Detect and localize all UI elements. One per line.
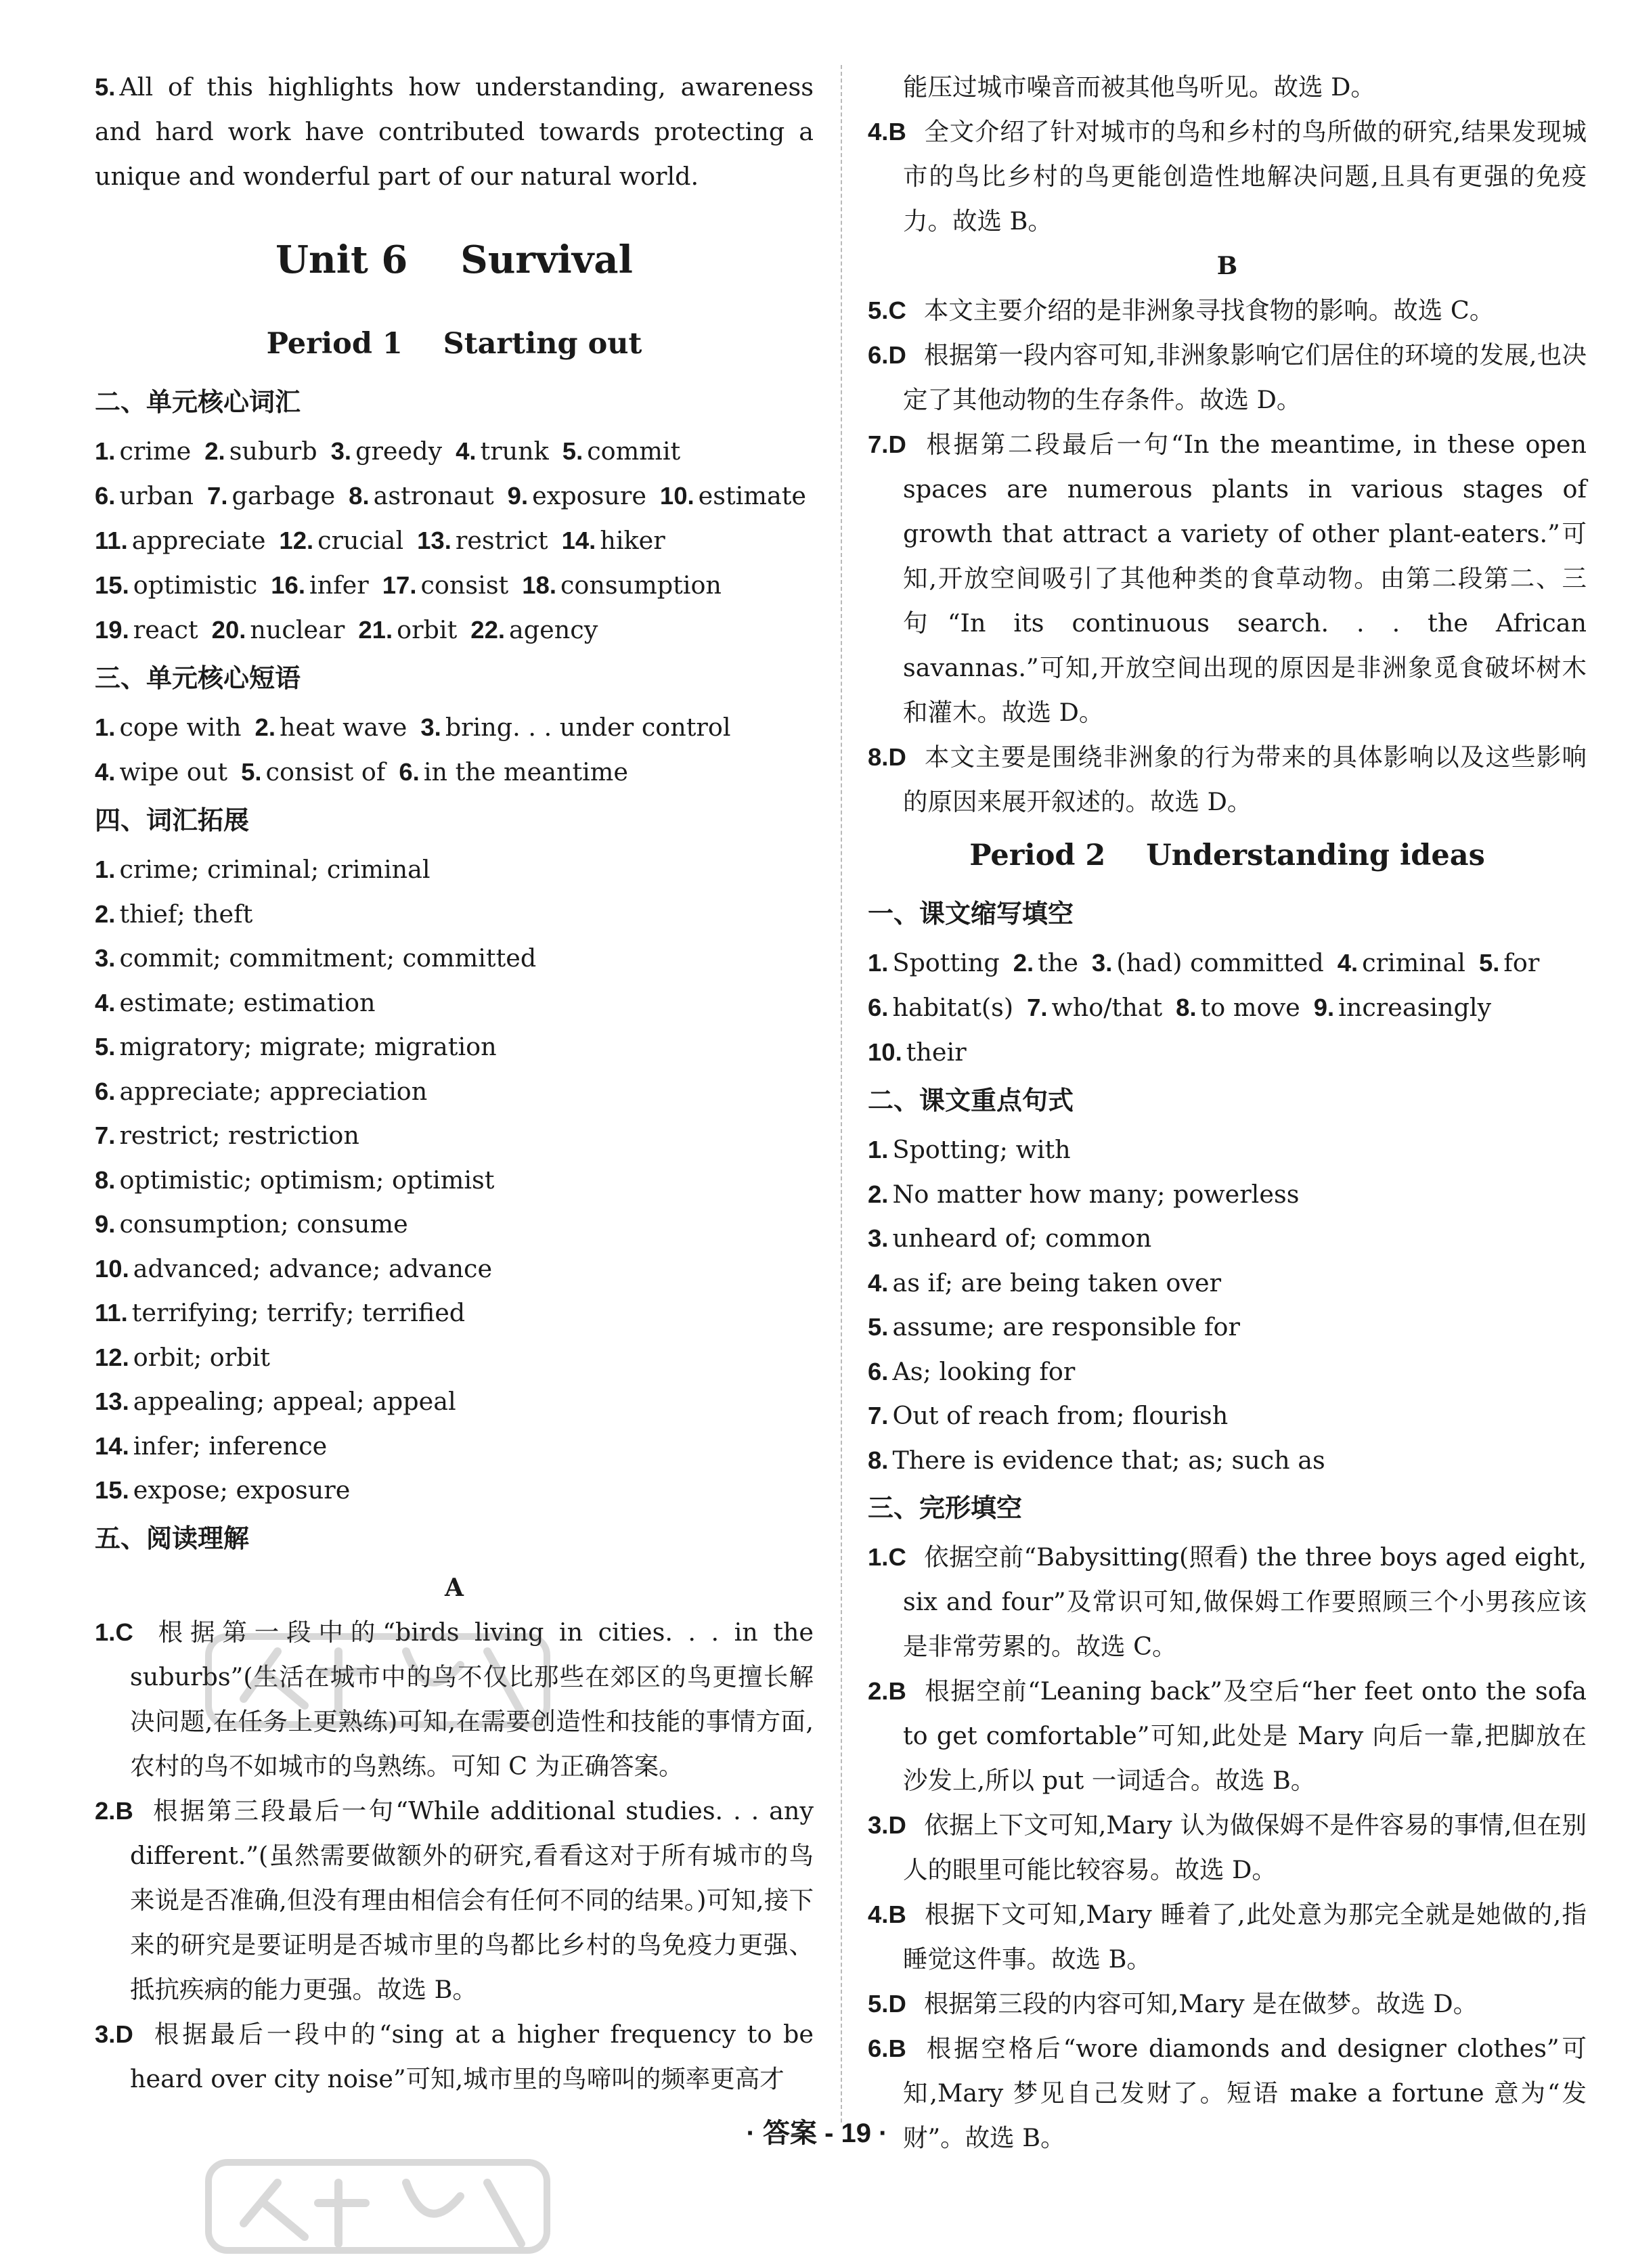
word-item: 10. estimate	[659, 481, 806, 510]
watermark-stamp-icon	[203, 1624, 555, 1739]
word-row	[95, 474, 814, 518]
period-2-title: Period 2 Understanding ideas	[969, 839, 1485, 872]
word-item: 6. in the meantime	[399, 757, 629, 786]
vocab-heading: 二、单元核心词汇	[95, 388, 301, 417]
list-item: 7. Out of reach from; flourish	[868, 1401, 1229, 1430]
word-item: 2. the	[1013, 948, 1078, 977]
reading-a-answers-cont	[868, 110, 1587, 244]
continued-text: 能压过城市噪音而被其他鸟听见。故选 D。	[903, 72, 1375, 102]
word-row	[95, 750, 814, 795]
list-item: 7. restrict; restriction	[95, 1121, 359, 1150]
reading-heading: 五、阅读理解	[95, 1524, 250, 1553]
sentences-heading: 二、课文重点句式	[868, 1087, 1074, 1115]
reading-section-b: B	[1216, 252, 1238, 280]
word-item: 18. consumption	[522, 571, 722, 600]
word-item: 10. their	[868, 1038, 967, 1067]
word-item: 19. react	[95, 615, 198, 644]
word-item: 6. urban	[95, 481, 194, 510]
summary-list	[868, 941, 1587, 1075]
word-item: 21. orbit	[358, 615, 458, 644]
word-item: 5. commit	[562, 437, 681, 466]
word-row	[95, 608, 814, 652]
word-row	[95, 563, 814, 608]
word-item: 8. astronaut	[349, 481, 494, 510]
word-row	[868, 985, 1587, 1030]
word-item: 8. to move	[1176, 993, 1300, 1022]
page-number: · 答案 - 19 ·	[746, 2118, 888, 2148]
list-item: 15. expose; exposure	[95, 1475, 351, 1505]
answer-item: 4.B 根据下文可知,Mary 睡着了,此处意为那完全就是她做的,指睡觉这件事。故选 B。	[868, 1900, 1587, 1974]
word-item: 16. infer	[271, 571, 369, 600]
word-item: 1. cope with	[95, 713, 242, 742]
summary-heading: 一、课文缩写填空	[868, 900, 1074, 929]
answer-item: 3.D 根据最后一段中的“sing at a higher frequency to be heard over city noise”可知,城市里的鸟啼叫的频率更高才	[95, 2019, 814, 2093]
word-item: 9. exposure	[507, 481, 646, 510]
word-item: 2. heat wave	[255, 713, 407, 742]
sentences-list	[868, 1128, 1587, 1482]
word-item: 4. wipe out	[95, 757, 228, 786]
list-item: 8. There is evidence that; as; such as	[868, 1445, 1325, 1475]
answer-item: 1.C 依据空前“Babysitting(照看) the three boys aged eight, six and four”及常识可知,做保姆工作要照顾三个小男孩应该是非常劳累的。故选 C。	[868, 1542, 1587, 1661]
word-item: 6. habitat(s)	[868, 993, 1014, 1022]
word-item: 14. hiker	[561, 526, 665, 555]
phrases-heading: 三、单元核心短语	[95, 665, 301, 693]
cloze-answers	[868, 1535, 1587, 2160]
right-column	[868, 65, 1587, 2160]
answer-item: 8.D 本文主要是围绕非洲象的行为带来的具体影响以及这些影响的原因来展开叙述的。故选 D。	[868, 742, 1587, 816]
word-row	[95, 705, 814, 750]
reading-b-answers	[868, 288, 1587, 824]
answer-item: 2.B 根据第三段最后一句“While additional studies. . . any different.”(虽然需要做额外的研究,看看这对于所有城市的鸟来说是否准确,但没有理由相信会有任何不同的结果。)可知,接下来的研究是要证明是否城市里的鸟都比乡村的鸟免疫力更强、抵抗疾病的能力更强。故选 B。	[95, 1796, 814, 2004]
word-item: 15. optimistic	[95, 571, 258, 600]
period-1-title: Period 1 Starting out	[266, 327, 642, 361]
word-item: 9. increasingly	[1313, 993, 1492, 1022]
word-item: 13. restrict	[417, 526, 548, 555]
list-item: 1. Spotting; with	[868, 1135, 1071, 1164]
left-column	[95, 65, 814, 2102]
word-item: 12. crucial	[279, 526, 404, 555]
phrases-list	[95, 705, 814, 795]
word-item: 2. suburb	[204, 437, 317, 466]
list-item: 6. appreciate; appreciation	[95, 1076, 428, 1106]
reading-section-a: A	[445, 1573, 464, 1602]
word-item: 22. agency	[470, 615, 598, 644]
list-item: 2. thief; theft	[95, 899, 253, 929]
list-item: 3. unheard of; common	[868, 1224, 1152, 1253]
vocab-list	[95, 429, 814, 652]
answer-item: 3.D 依据上下文可知,Mary 认为做保姆不是件容易的事情,但在别人的眼里可能比较容易。故选 D。	[868, 1810, 1587, 1884]
word-item: 1. crime	[95, 437, 192, 466]
cloze-heading: 三、完形填空	[868, 1494, 1023, 1523]
answer-item: 2.B 根据空前“Leaning back”及空后“her feet onto the sofa to get comfortable”可知,此处是 Mary 向后一靠,把脚放在沙发上,所以 put 一词适合。故选 B。	[868, 1676, 1587, 1795]
word-item: 20. nuclear	[211, 615, 345, 644]
list-item: 12. orbit; orbit	[95, 1342, 270, 1372]
list-item: 6. As; looking for	[868, 1356, 1076, 1386]
watermark-logo-icon	[203, 2156, 555, 2257]
list-item: 9. consumption; consume	[95, 1209, 408, 1239]
answer-item: 6.D 根据第一段内容可知,非洲象影响它们居住的环境的发展,也决定了其他动物的生存条件。故选 D。	[868, 340, 1587, 414]
column-divider	[841, 65, 842, 2122]
word-item: 3. (had) committed	[1091, 948, 1324, 977]
answer-item: 7.D 根据第二段最后一句“In the meantime, in these open spaces are numerous plants in various stages of growth that attract a variety of other plant-eaters.”可知,开放空间吸引了其他种类的食草动物。由第二段第二、三句“In its continuous search. . . the African savannas.”可知,开放空间出现的原因是非洲象觅食破坏树木和灌木。故选 D。	[868, 430, 1587, 727]
list-item: 2. No matter how many; powerless	[868, 1179, 1300, 1209]
list-item: 11. terrifying; terrify; terrified	[95, 1298, 466, 1327]
list-item: 10. advanced; advance; advance	[95, 1253, 493, 1283]
word-item: 5. consist of	[241, 757, 386, 786]
word-row	[95, 518, 814, 563]
list-item: 5. migratory; migrate; migration	[95, 1032, 497, 1061]
list-item: 8. optimistic; optimism; optimist	[95, 1165, 495, 1195]
list-item: 5. assume; are responsible for	[868, 1312, 1240, 1341]
expansion-heading: 四、词汇拓展	[95, 807, 250, 835]
word-item: 3. bring. . . under control	[420, 713, 731, 742]
word-item: 11. appreciate	[95, 526, 266, 555]
word-item: 1. Spotting	[868, 948, 1000, 977]
answer-item: 5.D 根据第三段的内容可知,Mary 是在做梦。故选 D。	[868, 1989, 1478, 2018]
list-item: 14. infer; inference	[95, 1431, 328, 1461]
answer-item: 4.B 全文介绍了针对城市的鸟和乡村的鸟所做的研究,结果发现城市的鸟比乡村的鸟更能创造性地解决问题,且具有更强的免疫力。故选 B。	[868, 117, 1587, 236]
word-item: 3. greedy	[330, 437, 443, 466]
word-item: 5. for	[1478, 948, 1540, 977]
expansion-list	[95, 847, 814, 1513]
list-item: 1. crime; criminal; criminal	[95, 855, 430, 884]
word-row	[95, 429, 814, 474]
word-item: 7. who/that	[1027, 993, 1163, 1022]
word-item: 4. criminal	[1337, 948, 1465, 977]
list-item: 13. appealing; appeal; appeal	[95, 1387, 456, 1416]
word-row	[868, 941, 1587, 985]
unit-title: Unit 6 Survival	[275, 238, 633, 282]
word-item: 4. trunk	[456, 437, 549, 466]
answer-item: 5.C 本文主要介绍的是非洲象寻找食物的影响。故选 C。	[868, 296, 1495, 325]
word-item: 7. garbage	[207, 481, 336, 510]
list-item: 3. commit; commitment; committed	[95, 943, 537, 973]
word-item: 17. consist	[382, 571, 509, 600]
answer-item: 1.C 根据第一段中的“birds living in cities. . . in the suburbs”(生活在城市中的鸟不仅比那些在郊区的鸟更擅长解决问题,在任务上更熟练)可知,在需要创造性和技能的事情方面,农村的鸟不如城市的鸟熟练。可知 C 为正确答案。	[95, 1617, 814, 1781]
list-item: 4. as if; are being taken over	[868, 1268, 1222, 1297]
intro-paragraph: 5. All of this highlights how understanding, awareness and hard work have contributed towards protecting a unique and wonderful part of our natural world.	[95, 72, 814, 191]
list-item: 4. estimate; estimation	[95, 987, 376, 1017]
word-row	[868, 1030, 1587, 1075]
answer-item: 6.B 根据空格后“wore diamonds and designer clothes”可知,Mary 梦见自己发财了。短语 make a fortune 意为“发财”。故选 B。	[868, 2034, 1587, 2152]
